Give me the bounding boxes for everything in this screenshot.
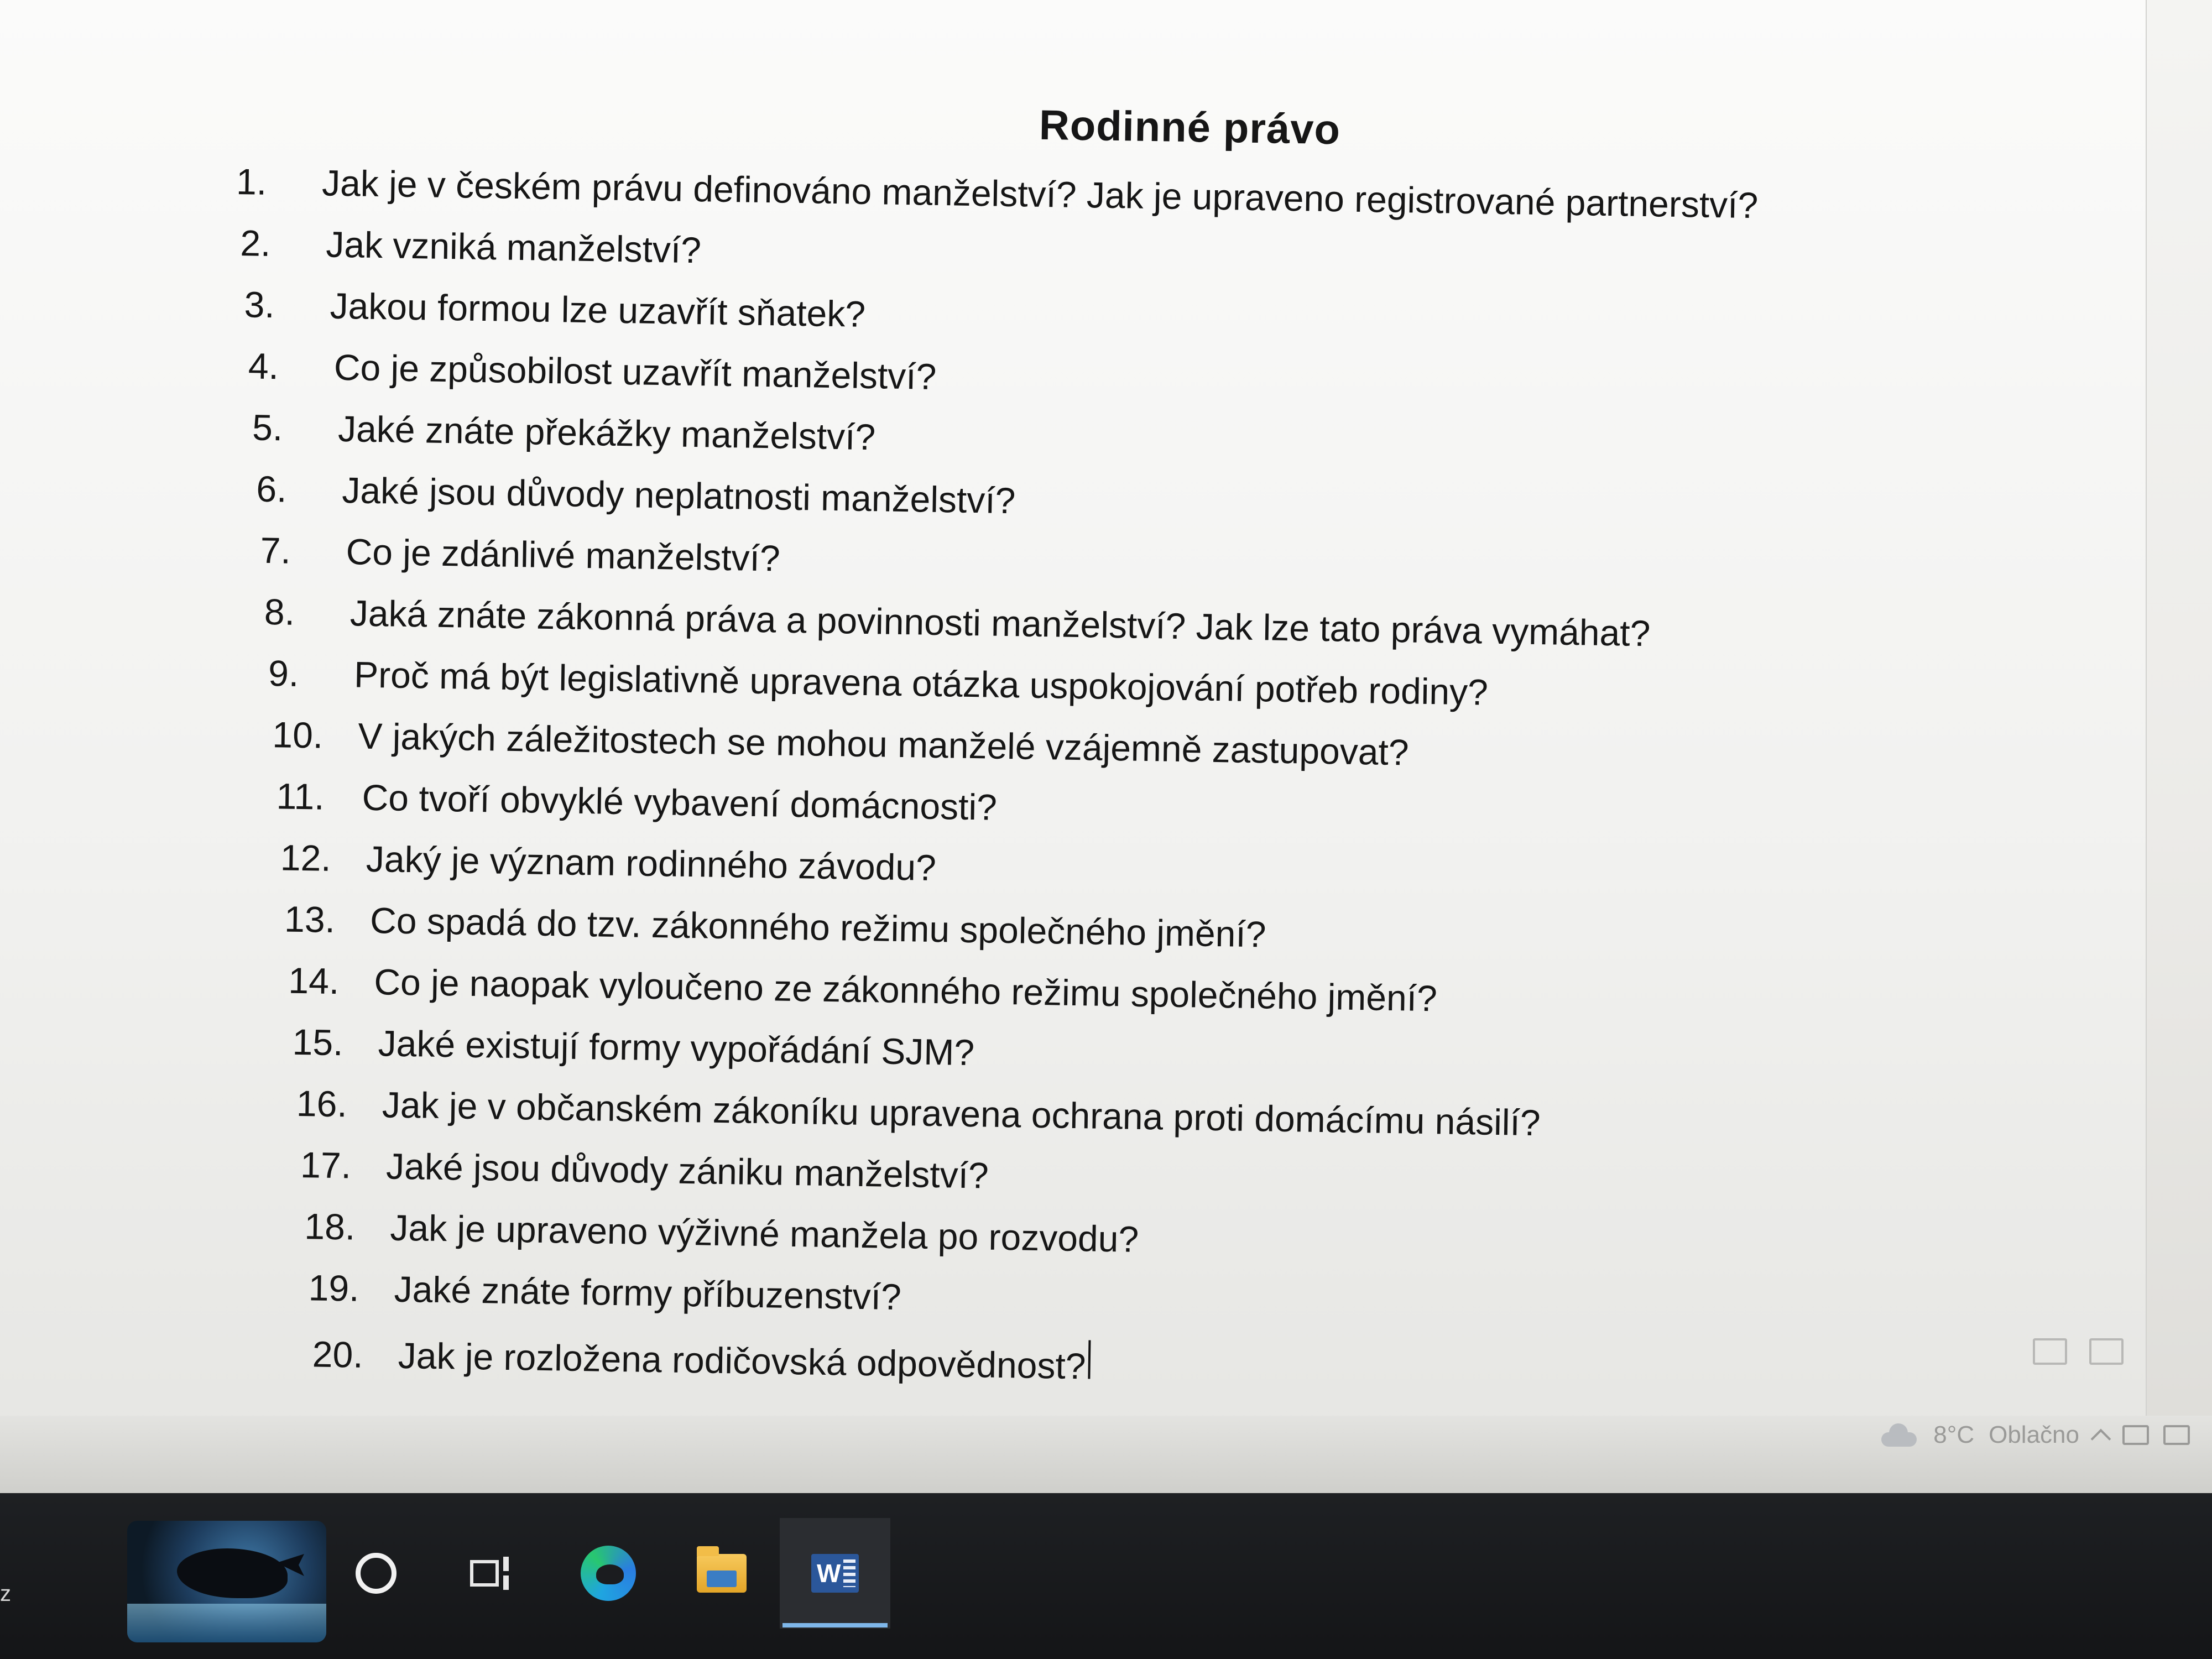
question-text: Jaké znáte formy příbuzenství? — [394, 1268, 902, 1318]
question-text: Jak je v občanském zákoníku upravena ochrana proti domácímu násilí? — [382, 1084, 1541, 1144]
search-circle-icon — [356, 1553, 397, 1594]
question-text: V jakých záležitostech se mohou manželé vzájemně zastupovat? — [357, 715, 1410, 773]
question-number: 17. — [300, 1144, 352, 1186]
question-text: Jak je v českém právu definováno manželství? Jak je upraveno registrované partnerství? — [321, 162, 1759, 226]
question-number: 12. — [280, 837, 332, 879]
question-number: 14. — [288, 959, 340, 1002]
word-icon — [811, 1554, 859, 1593]
question-number: 20. — [312, 1333, 364, 1375]
document-body[interactable] — [236, 83, 2063, 1387]
question-text: Co je zdánlivé manželství? — [346, 531, 781, 579]
question-text: Jakou formou lze uzavřít sňatek? — [330, 285, 866, 335]
weather-text[interactable]: Oblačno — [1989, 1421, 2079, 1448]
question-number: 8. — [264, 591, 295, 633]
document-title: Rodinné právo — [1039, 101, 1341, 154]
question-text: Jak vzniká manželství? — [325, 223, 702, 271]
system-tray — [1878, 1410, 2190, 1460]
word-icon-letter: W — [817, 1559, 841, 1588]
question-text: Jaká znáte zákonná práva a povinnosti manželství? Jak lze tato práva vymáhat? — [349, 592, 1651, 654]
question-number: 10. — [272, 714, 324, 756]
file-explorer-button[interactable] — [666, 1518, 777, 1629]
weather-temperature[interactable]: 8°C — [1933, 1421, 1975, 1448]
cloud-icon[interactable] — [1878, 1423, 1919, 1447]
question-text: Co je naopak vyloučeno ze zákonného režimu společného jmění? — [373, 961, 1438, 1019]
question-number: 5. — [252, 406, 283, 448]
text-cursor — [1088, 1340, 1091, 1379]
question-number: 7. — [260, 529, 291, 571]
question-number: 2. — [239, 222, 272, 264]
task-view-button[interactable] — [434, 1518, 545, 1629]
question-number: 4. — [248, 345, 279, 387]
whale-icon — [177, 1548, 288, 1598]
edge-icon — [581, 1546, 636, 1601]
question-number: 11. — [276, 775, 325, 817]
active-app-indicator — [782, 1623, 888, 1627]
question-number: 18. — [304, 1206, 356, 1248]
print-layout-icon[interactable] — [2089, 1338, 2124, 1365]
question-list — [217, 160, 1759, 1412]
left-edge-text: z — [0, 1582, 11, 1606]
question-number: 13. — [284, 898, 336, 940]
camera-icon[interactable] — [2122, 1425, 2149, 1445]
question-number: 3. — [244, 284, 275, 326]
wave-decoration — [127, 1604, 326, 1642]
question-text: Co spadá do tzv. zákonného režimu společného jmění? — [369, 899, 1267, 955]
question-number: 19. — [308, 1267, 360, 1309]
question-text: Jak je rozložena rodičovská odpovědnost? — [398, 1334, 1087, 1387]
question-number: 1. — [236, 160, 267, 202]
battery-icon[interactable] — [2163, 1425, 2190, 1445]
file-explorer-icon — [697, 1554, 747, 1593]
chevron-up-icon[interactable] — [2091, 1429, 2111, 1449]
question-text: Jaký je význam rodinného závodu? — [366, 838, 937, 889]
edge-button[interactable] — [553, 1518, 664, 1629]
read-mode-icon[interactable] — [2033, 1338, 2067, 1365]
question-text: Jaké znáte překážky manželství? — [337, 408, 876, 458]
search-button[interactable] — [321, 1518, 431, 1629]
question-text: Jaké existují formy vypořádání SJM? — [378, 1022, 975, 1073]
question-text: Jak je upraveno výživné manžela po rozvodu? — [389, 1207, 1139, 1260]
question-text: Co je způsobilost uzavřít manželství? — [333, 346, 937, 397]
question-number: 15. — [292, 1021, 344, 1063]
question-number: 16. — [296, 1082, 348, 1125]
question-text: Proč má být legislativně upravena otázka uspokojování potřeb rodiny? — [353, 654, 1489, 713]
question-text: Jaké jsou důvody neplatnosti manželství? — [341, 469, 1016, 521]
question-number: 6. — [255, 468, 288, 510]
start-button[interactable] — [127, 1521, 326, 1642]
view-mode-buttons — [2033, 1338, 2124, 1365]
question-text: Co tvoří obvyklé vybavení domácnosti? — [362, 776, 998, 828]
word-taskbar-button[interactable] — [780, 1518, 890, 1629]
task-view-icon — [470, 1557, 509, 1590]
question-text: Jaké jsou důvody zániku manželství? — [385, 1145, 989, 1196]
question-number: 9. — [268, 653, 299, 694]
